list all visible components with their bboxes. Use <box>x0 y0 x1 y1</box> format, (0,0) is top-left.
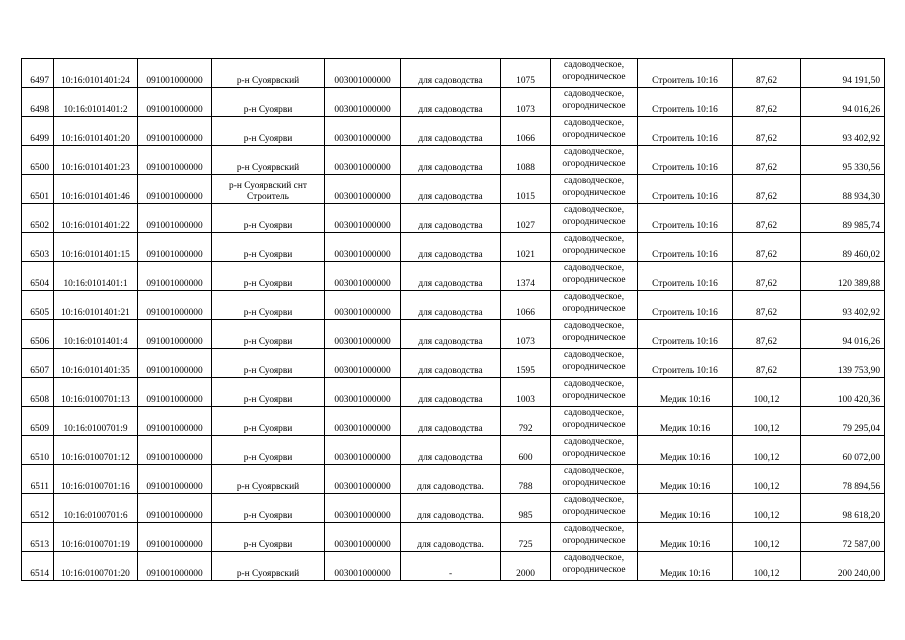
specific-value-cell: 87,62 <box>733 320 801 349</box>
permitted-use-cell: для садоводства <box>401 146 501 175</box>
permitted-use-cell: для садоводства <box>401 117 501 146</box>
land-category-line-2: огородническое <box>562 361 626 372</box>
row-number-cell: 6513 <box>22 523 54 552</box>
specific-value-cell: 87,62 <box>733 262 801 291</box>
land-category-line-1: садоводческое, <box>563 234 625 244</box>
land-category-cell <box>551 407 638 436</box>
row-number-cell: 6501 <box>22 175 54 204</box>
cadastral-number-cell: 10:16:0101401:15 <box>54 233 138 262</box>
cadastral-value-cell: 89 985,74 <box>801 204 885 233</box>
category-code-cell: 003001000000 <box>325 349 401 378</box>
cadastral-value-cell: 120 389,88 <box>801 262 885 291</box>
location-cell: р-н Суоярви <box>212 291 325 320</box>
zone-cell: Строитель 10:16 <box>638 175 733 204</box>
zone-cell: Строитель 10:16 <box>638 320 733 349</box>
cadastral-number-cell: 10:16:0100701:12 <box>54 436 138 465</box>
zone-cell: Строитель 10:16 <box>638 291 733 320</box>
zone-cell: Медик 10:16 <box>638 552 733 581</box>
okato-code-cell: 091001000000 <box>138 175 212 204</box>
area-cell: 1066 <box>501 117 551 146</box>
category-code-cell: 003001000000 <box>325 117 401 146</box>
specific-value-cell: 87,62 <box>733 59 801 88</box>
permitted-use-cell: для садоводства <box>401 291 501 320</box>
location-cell: р-н Суоярви <box>212 494 325 523</box>
row-number-cell: 6510 <box>22 436 54 465</box>
cadastral-value-cell: 60 072,00 <box>801 436 885 465</box>
location-cell: р-н Суоярвский <box>212 59 325 88</box>
specific-value-cell: 87,62 <box>733 117 801 146</box>
zone-cell: Строитель 10:16 <box>638 204 733 233</box>
table-row <box>22 204 885 233</box>
cadastral-number-cell: 10:16:0101401:35 <box>54 349 138 378</box>
location-cell: р-н Суоярви <box>212 349 325 378</box>
land-category-line-2: огородническое <box>562 303 626 314</box>
land-category-line-1: садоводческое, <box>563 350 625 360</box>
land-category-cell <box>551 465 638 494</box>
category-code-cell: 003001000000 <box>325 320 401 349</box>
row-number-cell: 6506 <box>22 320 54 349</box>
land-category-line-2: огородническое <box>562 129 626 140</box>
area-cell: 725 <box>501 523 551 552</box>
row-number-cell: 6499 <box>22 117 54 146</box>
land-category-line-1: садоводческое, <box>563 89 625 99</box>
permitted-use-cell: для садоводства <box>401 436 501 465</box>
land-category-line-2: огородническое <box>562 506 626 517</box>
permitted-use-cell: для садоводства <box>401 59 501 88</box>
okato-code-cell: 091001000000 <box>138 465 212 494</box>
zone-cell: Медик 10:16 <box>638 407 733 436</box>
land-category-line-1: садоводческое, <box>563 437 625 447</box>
cadastral-number-cell: 10:16:0101401:24 <box>54 59 138 88</box>
land-category-cell <box>551 175 638 204</box>
row-number-cell: 6500 <box>22 146 54 175</box>
okato-code-cell: 091001000000 <box>138 146 212 175</box>
location-cell: р-н Суоярви <box>212 407 325 436</box>
zone-cell: Строитель 10:16 <box>638 233 733 262</box>
category-code-cell: 003001000000 <box>325 407 401 436</box>
category-code-cell: 003001000000 <box>325 59 401 88</box>
land-category-line-2: огородническое <box>562 245 626 256</box>
area-cell: 1374 <box>501 262 551 291</box>
table-row <box>22 436 885 465</box>
land-category-line-1: садоводческое, <box>563 553 625 563</box>
category-code-cell: 003001000000 <box>325 494 401 523</box>
land-category-cell <box>551 262 638 291</box>
zone-cell: Медик 10:16 <box>638 436 733 465</box>
specific-value-cell: 100,12 <box>733 378 801 407</box>
specific-value-cell: 87,62 <box>733 175 801 204</box>
permitted-use-cell: для садоводства <box>401 204 501 233</box>
permitted-use-cell: для садоводства <box>401 320 501 349</box>
category-code-cell: 003001000000 <box>325 465 401 494</box>
area-cell: 985 <box>501 494 551 523</box>
area-cell: 600 <box>501 436 551 465</box>
area-cell: 1075 <box>501 59 551 88</box>
table-row <box>22 146 885 175</box>
land-category-cell <box>551 117 638 146</box>
land-category-line-2: огородническое <box>562 564 626 575</box>
specific-value-cell: 87,62 <box>733 204 801 233</box>
row-number-cell: 6508 <box>22 378 54 407</box>
land-category-line-2: огородническое <box>562 158 626 169</box>
zone-cell: Строитель 10:16 <box>638 59 733 88</box>
location-cell: р-н Суоярви <box>212 233 325 262</box>
cadastral-number-cell: 10:16:0100701:9 <box>54 407 138 436</box>
permitted-use-cell: для садоводства <box>401 349 501 378</box>
table-row <box>22 320 885 349</box>
location-cell: р-н Суоярви <box>212 204 325 233</box>
permitted-use-cell: для садоводства <box>401 407 501 436</box>
okato-code-cell: 091001000000 <box>138 494 212 523</box>
cadastral-number-cell: 10:16:0101401:20 <box>54 117 138 146</box>
location-cell: р-н Суоярвский <box>212 465 325 494</box>
permitted-use-cell: для садоводства <box>401 262 501 291</box>
zone-cell: Медик 10:16 <box>638 523 733 552</box>
permitted-use-cell: - <box>401 552 501 581</box>
permitted-use-cell: для садоводства <box>401 88 501 117</box>
cadastral-value-cell: 88 934,30 <box>801 175 885 204</box>
land-category-line-1: садоводческое, <box>563 379 625 389</box>
table-row <box>22 407 885 436</box>
specific-value-cell: 100,12 <box>733 552 801 581</box>
specific-value-cell: 87,62 <box>733 291 801 320</box>
category-code-cell: 003001000000 <box>325 233 401 262</box>
cadastral-number-cell: 10:16:0101401:23 <box>54 146 138 175</box>
category-code-cell: 003001000000 <box>325 436 401 465</box>
land-category-line-1: садоводческое, <box>563 321 625 331</box>
specific-value-cell: 100,12 <box>733 407 801 436</box>
land-category-cell <box>551 233 638 262</box>
table-row <box>22 262 885 291</box>
okato-code-cell: 091001000000 <box>138 378 212 407</box>
land-category-line-2: огородническое <box>562 535 626 546</box>
cadastral-value-cell: 98 618,20 <box>801 494 885 523</box>
zone-cell: Строитель 10:16 <box>638 262 733 291</box>
land-cadastre-table <box>21 58 885 581</box>
area-cell: 788 <box>501 465 551 494</box>
cadastral-value-cell: 93 402,92 <box>801 291 885 320</box>
location-cell: р-н Суоярви <box>212 436 325 465</box>
land-category-line-1: садоводческое, <box>563 147 625 157</box>
land-category-line-1: садоводческое, <box>563 495 625 505</box>
okato-code-cell: 091001000000 <box>138 552 212 581</box>
permitted-use-cell: для садоводства. <box>401 523 501 552</box>
table-row <box>22 175 885 204</box>
category-code-cell: 003001000000 <box>325 523 401 552</box>
area-cell: 1595 <box>501 349 551 378</box>
cadastral-value-cell: 78 894,56 <box>801 465 885 494</box>
location-cell: р-н Суоярвский <box>212 146 325 175</box>
okato-code-cell: 091001000000 <box>138 233 212 262</box>
land-category-line-2: огородническое <box>562 419 626 430</box>
specific-value-cell: 100,12 <box>733 465 801 494</box>
row-number-cell: 6502 <box>22 204 54 233</box>
area-cell: 1066 <box>501 291 551 320</box>
table-row <box>22 117 885 146</box>
land-category-cell <box>551 494 638 523</box>
row-number-cell: 6497 <box>22 59 54 88</box>
cadastral-value-cell: 139 753,90 <box>801 349 885 378</box>
land-category-line-2: огородническое <box>562 71 626 82</box>
cadastral-number-cell: 10:16:0100701:16 <box>54 465 138 494</box>
cadastral-number-cell: 10:16:0100701:20 <box>54 552 138 581</box>
land-category-line-1: садоводческое, <box>563 524 625 534</box>
table-row <box>22 233 885 262</box>
permitted-use-cell: для садоводства. <box>401 494 501 523</box>
cadastral-value-cell: 200 240,00 <box>801 552 885 581</box>
area-cell: 792 <box>501 407 551 436</box>
area-cell: 1021 <box>501 233 551 262</box>
land-category-cell <box>551 552 638 581</box>
okato-code-cell: 091001000000 <box>138 291 212 320</box>
zone-cell: Медик 10:16 <box>638 494 733 523</box>
zone-cell: Строитель 10:16 <box>638 146 733 175</box>
land-category-line-1: садоводческое, <box>563 466 625 476</box>
zone-cell: Строитель 10:16 <box>638 88 733 117</box>
cadastral-number-cell: 10:16:0101401:4 <box>54 320 138 349</box>
cadastral-value-cell: 95 330,56 <box>801 146 885 175</box>
area-cell: 1088 <box>501 146 551 175</box>
cadastral-number-cell: 10:16:0101401:21 <box>54 291 138 320</box>
row-number-cell: 6507 <box>22 349 54 378</box>
cadastral-value-cell: 94 016,26 <box>801 320 885 349</box>
row-number-cell: 6512 <box>22 494 54 523</box>
location-cell: р-н Суоярви <box>212 320 325 349</box>
okato-code-cell: 091001000000 <box>138 407 212 436</box>
area-cell: 1073 <box>501 88 551 117</box>
land-category-cell <box>551 320 638 349</box>
specific-value-cell: 87,62 <box>733 146 801 175</box>
cadastral-number-cell: 10:16:0100701:6 <box>54 494 138 523</box>
land-category-line-2: огородническое <box>562 187 626 198</box>
row-number-cell: 6498 <box>22 88 54 117</box>
permitted-use-cell: для садоводства <box>401 378 501 407</box>
area-cell: 2000 <box>501 552 551 581</box>
land-category-cell <box>551 59 638 88</box>
okato-code-cell: 091001000000 <box>138 349 212 378</box>
okato-code-cell: 091001000000 <box>138 320 212 349</box>
table-row <box>22 291 885 320</box>
row-number-cell: 6503 <box>22 233 54 262</box>
table-row <box>22 494 885 523</box>
land-category-line-2: огородническое <box>562 100 626 111</box>
zone-cell: Строитель 10:16 <box>638 349 733 378</box>
permitted-use-cell: для садоводства. <box>401 465 501 494</box>
table-row <box>22 88 885 117</box>
land-category-cell <box>551 436 638 465</box>
land-category-line-1: садоводческое, <box>563 205 625 215</box>
location-cell: р-н Суоярви <box>212 117 325 146</box>
okato-code-cell: 091001000000 <box>138 262 212 291</box>
location-cell: р-н Суоярвский <box>212 552 325 581</box>
table-row <box>22 465 885 494</box>
table-row <box>22 349 885 378</box>
land-category-line-1: садоводческое, <box>563 60 625 70</box>
row-number-cell: 6504 <box>22 262 54 291</box>
land-category-line-2: огородническое <box>562 274 626 285</box>
cadastral-value-cell: 94 016,26 <box>801 88 885 117</box>
area-cell: 1073 <box>501 320 551 349</box>
specific-value-cell: 100,12 <box>733 436 801 465</box>
cadastral-number-cell: 10:16:0101401:22 <box>54 204 138 233</box>
permitted-use-cell: для садоводства <box>401 233 501 262</box>
row-number-cell: 6509 <box>22 407 54 436</box>
category-code-cell: 003001000000 <box>325 552 401 581</box>
okato-code-cell: 091001000000 <box>138 436 212 465</box>
land-category-line-2: огородническое <box>562 448 626 459</box>
area-cell: 1003 <box>501 378 551 407</box>
specific-value-cell: 87,62 <box>733 349 801 378</box>
land-category-line-2: огородническое <box>562 332 626 343</box>
cadastral-number-cell: 10:16:0101401:1 <box>54 262 138 291</box>
cadastral-value-cell: 72 587,00 <box>801 523 885 552</box>
cadastral-value-cell: 94 191,50 <box>801 59 885 88</box>
specific-value-cell: 87,62 <box>733 88 801 117</box>
location-cell: р-н Суоярви <box>212 262 325 291</box>
permitted-use-cell: для садоводства <box>401 175 501 204</box>
land-category-cell <box>551 523 638 552</box>
location-cell: р-н Суоярви <box>212 88 325 117</box>
zone-cell: Медик 10:16 <box>638 378 733 407</box>
table-row <box>22 523 885 552</box>
land-category-line-2: огородническое <box>562 390 626 401</box>
land-category-line-1: садоводческое, <box>563 408 625 418</box>
land-category-line-1: садоводческое, <box>563 263 625 273</box>
okato-code-cell: 091001000000 <box>138 88 212 117</box>
specific-value-cell: 87,62 <box>733 233 801 262</box>
row-number-cell: 6511 <box>22 465 54 494</box>
location-cell: р-н Суоярвский снт Строитель <box>212 175 325 204</box>
okato-code-cell: 091001000000 <box>138 204 212 233</box>
land-category-cell <box>551 204 638 233</box>
cadastral-number-cell: 10:16:0101401:46 <box>54 175 138 204</box>
category-code-cell: 003001000000 <box>325 378 401 407</box>
land-category-cell <box>551 291 638 320</box>
location-cell: р-н Суоярви <box>212 378 325 407</box>
okato-code-cell: 091001000000 <box>138 117 212 146</box>
land-category-line-2: огородническое <box>562 477 626 488</box>
okato-code-cell: 091001000000 <box>138 59 212 88</box>
specific-value-cell: 100,12 <box>733 494 801 523</box>
category-code-cell: 003001000000 <box>325 204 401 233</box>
cadastral-value-cell: 79 295,04 <box>801 407 885 436</box>
row-number-cell: 6505 <box>22 291 54 320</box>
table-row <box>22 552 885 581</box>
land-category-cell <box>551 349 638 378</box>
zone-cell: Медик 10:16 <box>638 465 733 494</box>
cadastral-value-cell: 93 402,92 <box>801 117 885 146</box>
zone-cell: Строитель 10:16 <box>638 117 733 146</box>
area-cell: 1027 <box>501 204 551 233</box>
land-category-line-1: садоводческое, <box>563 292 625 302</box>
land-category-cell <box>551 146 638 175</box>
cadastral-value-cell: 100 420,36 <box>801 378 885 407</box>
land-category-line-2: огородническое <box>562 216 626 227</box>
area-cell: 1015 <box>501 175 551 204</box>
table-body <box>22 59 885 581</box>
land-category-line-1: садоводческое, <box>563 118 625 128</box>
table-row <box>22 378 885 407</box>
location-cell: р-н Суоярви <box>212 523 325 552</box>
category-code-cell: 003001000000 <box>325 291 401 320</box>
cadastral-number-cell: 10:16:0101401:2 <box>54 88 138 117</box>
specific-value-cell: 100,12 <box>733 523 801 552</box>
category-code-cell: 003001000000 <box>325 262 401 291</box>
cadastral-value-cell: 89 460,02 <box>801 233 885 262</box>
category-code-cell: 003001000000 <box>325 175 401 204</box>
category-code-cell: 003001000000 <box>325 88 401 117</box>
land-category-cell <box>551 378 638 407</box>
cadastral-number-cell: 10:16:0100701:19 <box>54 523 138 552</box>
land-category-cell <box>551 88 638 117</box>
okato-code-cell: 091001000000 <box>138 523 212 552</box>
land-category-line-1: садоводческое, <box>563 176 625 186</box>
cadastral-number-cell: 10:16:0100701:13 <box>54 378 138 407</box>
category-code-cell: 003001000000 <box>325 146 401 175</box>
table-row <box>22 59 885 88</box>
row-number-cell: 6514 <box>22 552 54 581</box>
